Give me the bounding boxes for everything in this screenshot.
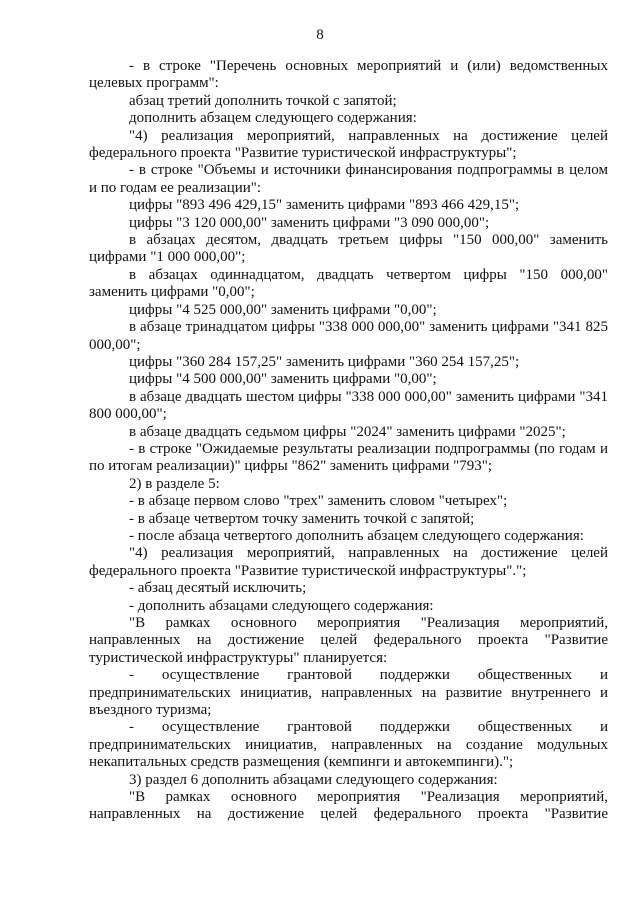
paragraph: - абзац десятый исключить; <box>129 580 307 597</box>
paragraph: цифры "360 284 157,25" заменить цифрами "360 254 157,25"; <box>129 353 520 370</box>
document-body <box>89 58 608 824</box>
paragraph: в абзацах десятом, двадцать третьем цифры "150 000,00" заменить цифрами "1 000 000,00"; <box>89 232 608 266</box>
paragraph: - в абзаце первом слово "трех" заменить словом "четырех"; <box>129 493 508 510</box>
paragraph: "4) реализация мероприятий, направленных на достижение целей федерального проекта "Развитие туристической инфраструктуры"; <box>89 127 608 162</box>
paragraph: "4) реализация мероприятий, направленных на достижение целей федерального проекта "Развитие туристической инфраструктуры"."; <box>89 545 608 579</box>
paragraph: - в абзаце четвертом точку заменить точкой с запятой; <box>129 510 475 527</box>
paragraph: 3) раздел 6 дополнить абзацами следующего содержания: <box>129 771 498 788</box>
paragraph: в абзацах одиннадцатом, двадцать четвертом цифры "150 000,00" заменить цифрами "0,00"; <box>89 266 608 301</box>
paragraph: - в строке "Объемы и источники финансирования подпрограммы в целом и по годам ее реализации": <box>89 162 608 196</box>
paragraph: 2) в разделе 5: <box>129 475 220 492</box>
paragraph: - осуществление грантовой поддержки общественных и предпринимательских инициатив, направленных на создание модульных некапитальных средств размещения (кемпинги и автокемпинги)."; <box>89 719 608 771</box>
paragraph: в абзаце двадцать седьмом цифры "2024" заменить цифрами "2025"; <box>129 423 566 440</box>
paragraph: абзац третий дополнить точкой с запятой; <box>129 92 397 109</box>
paragraph: цифры "4 525 000,00" заменить цифрами "0,00"; <box>129 301 437 318</box>
paragraph: в абзаце двадцать шестом цифры "338 000 000,00" заменить цифрами "341 800 000,00"; <box>89 388 608 423</box>
paragraph: в абзаце тринадцатом цифры "338 000 000,00" заменить цифрами "341 825 000,00"; <box>89 319 608 353</box>
paragraph: "В рамках основного мероприятия "Реализация мероприятий, направленных на достижение целей федерального проекта "Развитие <box>89 789 608 823</box>
paragraph: дополнить абзацем следующего содержания: <box>129 110 417 127</box>
paragraph: цифры "893 496 429,15" заменить цифрами "893 466 429,15"; <box>129 197 520 214</box>
page-number: 8 <box>316 27 324 43</box>
paragraph: - осуществление грантовой поддержки общественных и предпринимательских инициатив, направленных на развитие внутреннего и въездного туризма; <box>89 667 608 719</box>
paragraph: - в строке "Ожидаемые результаты реализации подпрограммы (по годам и по итогам реализации)" цифры "862" заменить цифрами "793"; <box>89 440 608 475</box>
paragraph: "В рамках основного мероприятия "Реализация мероприятий, направленных на достижение целей федерального проекта "Развитие туристической инфраструктуры" планируется: <box>89 615 608 666</box>
paragraph: - в строке "Перечень основных мероприятий и (или) ведомственных целевых программ": <box>89 58 608 92</box>
paragraph: цифры "3 120 000,00" заменить цифрами "3 090 000,00"; <box>129 214 490 231</box>
paragraph: - после абзаца четвертого дополнить абзацем следующего содержания: <box>129 527 584 544</box>
paragraph: - дополнить абзацами следующего содержания: <box>129 597 434 614</box>
paragraph: цифры "4 500 000,00" заменить цифрами "0,00"; <box>129 371 437 388</box>
